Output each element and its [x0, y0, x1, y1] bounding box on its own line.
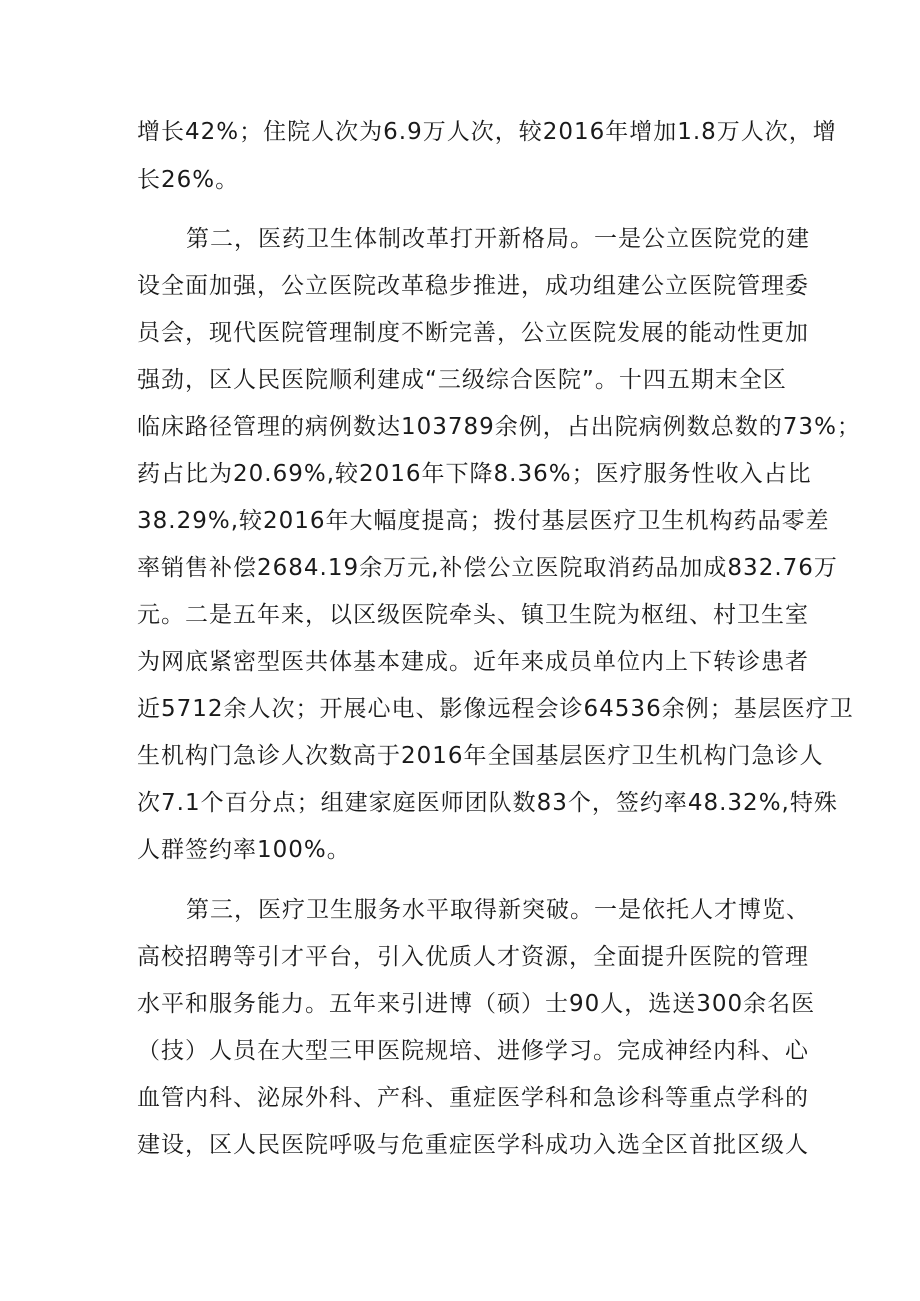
text-line: 血管内科、泌尿外科、产科、重症医学科和急诊科等重点学科的 [137, 1085, 809, 1111]
paragraph-first-line: 第二，医药卫生体制改革打开新格局。一是公立医院党的建 [186, 226, 810, 252]
paragraph-first-line: 第三，医疗卫生服务水平取得新突破。一是依托人才博览、 [186, 897, 810, 923]
text-line: 生机构门急诊人次数高于2016年全国基层医疗卫生机构门急诊人 [137, 743, 824, 769]
text-line: 38.29%,较2016年大幅度提高；拨付基层医疗卫生机构药品零差 [137, 508, 830, 534]
text-line: 增长42%；住院人次为6.9万人次，较2016年增加1.8万人次，增 [137, 119, 837, 145]
text-line: 次7.1个百分点；组建家庭医师团队数83个，签约率48.32%,特殊 [137, 790, 838, 816]
text-line: 建设，区人民医院呼吸与危重症医学科成功入选全区首批区级人 [137, 1132, 809, 1158]
text-line: 人群签约率100%。 [137, 837, 351, 863]
text-line: 近5712余人次；开展心电、影像远程会诊64536余例；基层医疗卫 [137, 696, 854, 722]
text-line: 药占比为20.69%,较2016年下降8.36%；医疗服务性收入占比 [137, 461, 812, 487]
text-line: 率销售补偿2684.19余万元,补偿公立医院取消药品加成832.76万 [137, 555, 838, 581]
text-line: 水平和服务能力。五年来引进博（硕）士90人，选送300余名医 [137, 991, 816, 1017]
text-line: 元。二是五年来，以区级医院牵头、镇卫生院为枢纽、村卫生室 [137, 602, 809, 628]
text-line: 高校招聘等引才平台，引入优质人才资源，全面提升医院的管理 [137, 944, 809, 970]
text-line: 临床路径管理的病例数达103789余例，占出院病例数总数的73%； [137, 414, 861, 440]
text-line: 长26%。 [137, 167, 240, 193]
text-line: 强劲，区人民医院顺利建成“三级综合医院”。十四五期末全区 [137, 367, 787, 393]
text-line: （技）人员在大型三甲医院规培、进修学习。完成神经内科、心 [137, 1038, 809, 1064]
text-line: 为网底紧密型医共体基本建成。近年来成员单位内上下转诊患者 [137, 649, 809, 675]
text-line: 员会，现代医院管理制度不断完善，公立医院发展的能动性更加 [137, 320, 809, 346]
text-line: 设全面加强，公立医院改革稳步推进，成功组建公立医院管理委 [137, 273, 809, 299]
